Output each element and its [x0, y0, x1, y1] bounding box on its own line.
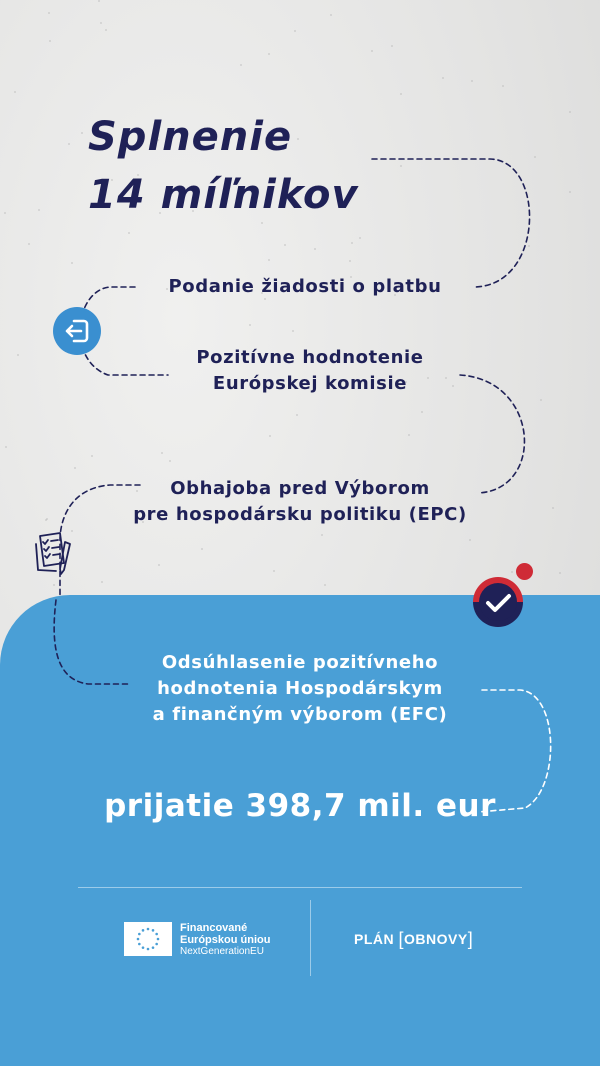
step-2-line-1: Pozitívne hodnotenie	[196, 347, 424, 368]
eu-star	[152, 929, 155, 932]
step-3-line-1: Obhajoba pred Výborom	[170, 478, 430, 499]
step-epc-defense	[110, 476, 490, 528]
eu-line-2: Európskou úniou	[180, 934, 271, 946]
eu-funding-label	[180, 922, 270, 958]
step-4-line-3: a finančným výborom (EFC)	[152, 704, 448, 725]
step-2-line-2: Európskej komisie	[212, 373, 408, 394]
plan-bracket-close: ]	[467, 929, 474, 949]
eu-star	[138, 943, 141, 946]
step-commission-assessment	[150, 345, 470, 397]
title-line-2: 14 míľnikov	[88, 172, 359, 218]
page-title	[88, 108, 359, 224]
footer-vertical-divider	[310, 900, 311, 976]
eu-star	[147, 948, 150, 951]
step-3-line-2: pre hospodársku politiku (EPC)	[133, 504, 467, 525]
eu-star	[142, 929, 145, 932]
eu-star	[137, 938, 140, 941]
eu-line-1: Financované	[180, 922, 248, 934]
eu-star	[152, 946, 155, 949]
plan-word-1: PLÁN	[354, 931, 395, 947]
checklist-icon	[31, 530, 73, 578]
eu-star	[155, 943, 158, 946]
step-payment-request	[140, 274, 470, 300]
eu-star	[157, 938, 160, 941]
eu-star	[138, 933, 141, 936]
eu-star	[147, 928, 150, 931]
payment-amount: prijatie 398,7 mil. eur	[104, 788, 496, 824]
step-4-line-2: hodnotenia Hospodárskym	[157, 678, 443, 699]
step-efc-approval	[100, 650, 500, 728]
step-1-line-1: Podanie žiadosti o platbu	[168, 276, 442, 297]
plan-word-2: OBNOVY	[404, 931, 468, 947]
footer-divider	[78, 887, 522, 888]
eu-star	[155, 933, 158, 936]
eu-line-3: NextGenerationEU	[180, 946, 264, 957]
checkmark-icon	[472, 576, 524, 628]
login-icon	[52, 306, 102, 356]
step-4-line-1: Odsúhlasenie pozitívneho	[161, 652, 439, 673]
plan-bracket-open: [	[398, 929, 405, 949]
title-line-1: Splnenie	[88, 114, 293, 160]
eu-flag-icon	[124, 922, 172, 956]
eu-star	[142, 946, 145, 949]
plan-obnovy-logo	[354, 928, 473, 949]
route-segment-1	[372, 159, 530, 287]
